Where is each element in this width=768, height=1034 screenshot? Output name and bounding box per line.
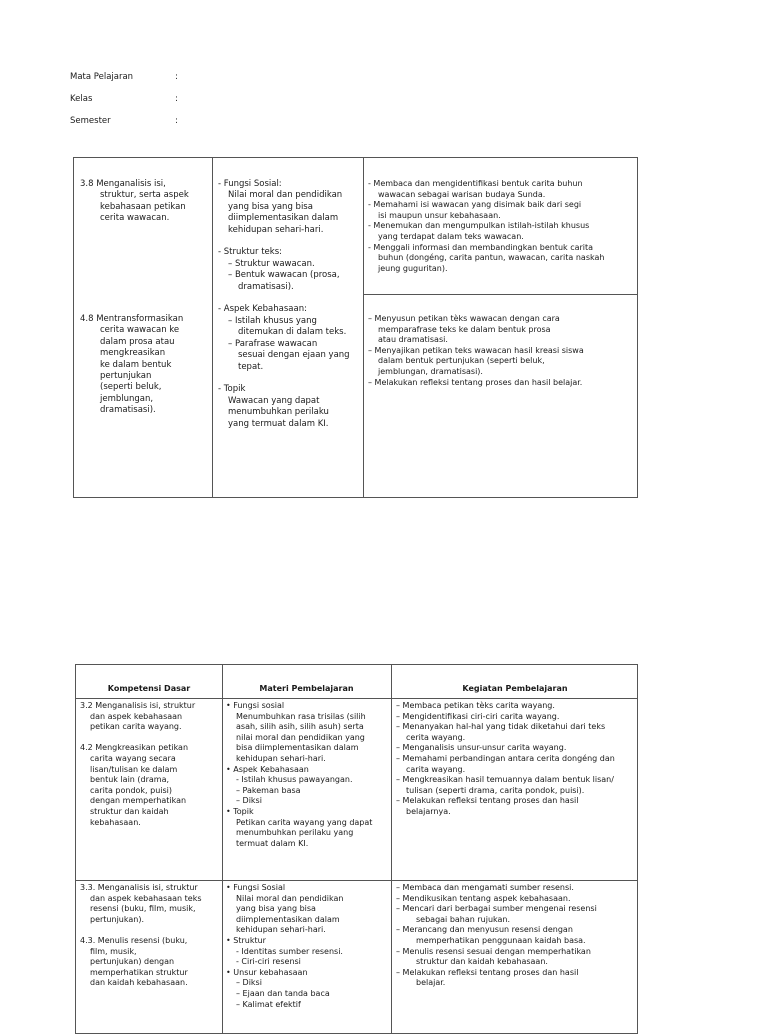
text-line: sesuai dengan ejaan yang bbox=[238, 350, 350, 361]
text-line: - Ciri-ciri resensi bbox=[236, 957, 301, 967]
text-line: carita wayang. bbox=[406, 764, 466, 774]
text-line: yang termuat dalam KI. bbox=[228, 418, 329, 429]
text-line: 4.3. Menulis resensi (buku, bbox=[80, 935, 188, 945]
text-line: ditemukan di dalam teks. bbox=[238, 327, 347, 338]
text-line: dan aspek kebahasaan teks bbox=[90, 893, 202, 903]
text-line: carita pondok, puisi) bbox=[90, 785, 173, 795]
text-line: - Aspek Kebahasaan: bbox=[218, 304, 307, 315]
text-line: jeung guguritan). bbox=[378, 263, 448, 273]
text-line: - Menemukan dan mengumpulkan istilah-istilah khusus bbox=[368, 221, 590, 231]
text-line: kehidupan sehari-hari. bbox=[236, 753, 326, 763]
text-line: pertunjukan) dengan bbox=[90, 957, 175, 967]
text-line: Nilai moral dan pendidikan bbox=[228, 190, 343, 201]
text-line: dramatisasi). bbox=[238, 281, 294, 292]
text-line: nilai moral dan pendidikan yang bbox=[236, 732, 365, 742]
kd-cell-3-2 bbox=[80, 701, 220, 828]
text-line: 3.2 Menganalisis isi, struktur bbox=[80, 701, 196, 710]
text-line: – Menganalisis unsur-unsur carita wayang. bbox=[396, 743, 567, 753]
label-semester: Semester bbox=[70, 116, 111, 126]
text-line: ke dalam bentuk bbox=[100, 359, 172, 370]
text-line: belajar. bbox=[416, 978, 446, 988]
text-line: • Struktur bbox=[226, 935, 266, 945]
materi-cell-resensi bbox=[226, 883, 389, 1010]
text-line bbox=[218, 373, 360, 384]
text-line: – Pakeman basa bbox=[236, 785, 301, 795]
text-line: diimplementasikan dalam bbox=[228, 213, 339, 224]
kegiatan-cell-top bbox=[368, 179, 634, 274]
text-line: termuat dalam KI. bbox=[236, 838, 309, 848]
text-line: - Membaca dan mengidentifikasi bentuk carita buhun bbox=[368, 179, 583, 188]
row-divider bbox=[76, 880, 637, 881]
colon: : bbox=[175, 116, 178, 126]
text-line: kehidupan sehari-hari. bbox=[236, 925, 326, 935]
colon: : bbox=[175, 94, 178, 104]
kegiatan-cell-wayang bbox=[396, 701, 636, 818]
text-line: Wawacan yang dapat bbox=[228, 395, 320, 406]
text-line: menumbuhkan perilaku bbox=[228, 407, 329, 418]
text-line: – Mendikusikan tentang aspek kebahasaan. bbox=[396, 893, 571, 903]
text-line: – Kalimat efektif bbox=[236, 999, 301, 1009]
text-line: – Diksi bbox=[236, 978, 262, 988]
text-line: – Struktur wawacan. bbox=[228, 258, 315, 269]
kd-cell-4-8 bbox=[80, 314, 208, 417]
header-materi-pembelajaran: Materi Pembelajaran bbox=[259, 684, 354, 693]
text-line: dan aspek kebahasaan bbox=[90, 711, 183, 721]
text-line: mengkreasikan bbox=[100, 348, 166, 359]
text-line: menumbuhkan perilaku yang bbox=[236, 828, 354, 838]
text-line: yang bisa yang bisa bbox=[228, 201, 313, 212]
text-line: film, musik, bbox=[90, 946, 137, 956]
text-line: dalam bentuk pertunjukan (seperti beluk, bbox=[378, 356, 545, 366]
text-line: yang bisa yang bisa bbox=[236, 904, 316, 914]
header-kegiatan-pembelajaran: Kegiatan Pembelajaran bbox=[462, 684, 568, 693]
text-line: – Ejaan dan tanda baca bbox=[236, 988, 330, 998]
text-line: dan kaidah kebahasaan. bbox=[90, 978, 188, 988]
text-line: memperhatikan struktur bbox=[90, 967, 188, 977]
text-line: - Istilah khusus pawayangan. bbox=[236, 775, 353, 785]
text-line: – Mengkreasikan hasil temuannya dalam bentuk lisan/ bbox=[396, 775, 614, 785]
text-line: struktur dan kaidah bbox=[90, 806, 169, 816]
text-line: • Topik bbox=[226, 806, 254, 816]
text-line: petikan carita wayang. bbox=[90, 722, 182, 732]
text-line: bentuk lain (drama, bbox=[90, 775, 170, 785]
materi-cell bbox=[218, 179, 360, 430]
text-line: kebahasaan. bbox=[90, 817, 141, 827]
text-line: buhun (dongéng, carita pantun, wawacan, carita naskah bbox=[378, 253, 605, 263]
kegiatan-cell-resensi bbox=[396, 883, 636, 989]
text-line: – Istilah khusus yang bbox=[228, 315, 317, 326]
header-kompetensi-dasar: Kompetensi Dasar bbox=[107, 684, 191, 693]
text-line: memparafrase teks ke dalam bentuk prosa bbox=[378, 324, 551, 334]
colon: : bbox=[175, 72, 178, 82]
text-line: dramatisasi). bbox=[100, 405, 156, 416]
text-line: diimplementasikan dalam bbox=[236, 914, 340, 924]
text-line: - Menggali informasi dan membandingkan bentuk carita bbox=[368, 242, 594, 252]
text-line: yang terdapat dalam teks wawacan. bbox=[378, 231, 524, 241]
label-mata-pelajaran: Mata Pelajaran bbox=[70, 72, 134, 82]
text-line: – Melakukan refleksi tentang proses dan hasil bbox=[396, 796, 579, 806]
text-line: bisa diimplementasikan dalam bbox=[236, 743, 359, 753]
text-line: pertunjukan bbox=[100, 371, 152, 382]
text-line: – Melakukan refleksi tentang proses dan hasil belajar. bbox=[368, 377, 583, 387]
materi-cell-wayang bbox=[226, 701, 389, 849]
text-line: 3.8 Menganalisis isi, bbox=[80, 179, 166, 189]
text-line: - Identitas sumber resensi. bbox=[236, 946, 343, 956]
text-line: (seperti beluk, bbox=[100, 382, 162, 393]
text-line: cerita wayang. bbox=[406, 732, 466, 742]
text-line: 4.8 Mentransformasikan bbox=[80, 314, 184, 324]
text-line: – Membaca dan mengamati sumber resensi. bbox=[396, 883, 574, 892]
text-line: cerita wawacan ke bbox=[100, 325, 180, 336]
kegiatan-cell-bottom bbox=[368, 314, 634, 388]
column-divider bbox=[222, 665, 223, 1033]
text-line: Nilai moral dan pendidikan bbox=[236, 893, 344, 903]
text-line: • Fungsi sosial bbox=[226, 701, 285, 710]
text-line: – Mengidentifikasi ciri-ciri carita wayang. bbox=[396, 711, 560, 721]
text-line: struktur, serta aspek bbox=[100, 190, 189, 201]
text-line: – Menanyakan hal-hal yang tidak diketahui dari teks bbox=[396, 722, 606, 732]
text-line: – Parafrase wawacan bbox=[228, 338, 318, 349]
text-line: 4.2 Mengkreasikan petikan bbox=[80, 743, 189, 753]
kd-cell-3-3 bbox=[80, 883, 220, 989]
text-line: • Fungsi Sosial bbox=[226, 883, 286, 892]
text-line: isi maupun unsur kebahasaan. bbox=[378, 210, 501, 220]
text-line: belajarnya. bbox=[406, 806, 451, 816]
text-line: - Topik bbox=[218, 384, 246, 395]
text-line: cerita wawacan. bbox=[100, 213, 170, 224]
text-line: – Diksi bbox=[236, 796, 262, 806]
text-line: struktur dan kaidah kebahasaan. bbox=[416, 957, 548, 967]
label-kelas: Kelas bbox=[70, 94, 93, 104]
row-divider bbox=[76, 698, 637, 699]
text-line: pertunjukan). bbox=[90, 914, 144, 924]
text-line bbox=[218, 293, 360, 304]
text-line bbox=[218, 236, 360, 247]
text-line: – Bentuk wawacan (prosa, bbox=[228, 270, 340, 281]
text-line bbox=[80, 733, 220, 744]
text-line: – Menulis resensi sesuai dengan memperhatikan bbox=[396, 946, 591, 956]
column-divider bbox=[212, 158, 213, 497]
text-line: – Merancang dan menyusun resensi dengan bbox=[396, 925, 573, 935]
text-line: – Menyusun petikan tèks wawacan dengan cara bbox=[368, 314, 560, 323]
text-line: jemblungan, dramatisasi). bbox=[378, 366, 483, 376]
text-line: - Fungsi Sosial: bbox=[218, 179, 282, 189]
text-line: kebahasaan petikan bbox=[100, 201, 186, 212]
text-line: – Mencari dari berbagai sumber mengenai resensi bbox=[396, 904, 597, 914]
text-line: dalam prosa atau bbox=[100, 336, 175, 347]
text-line: jemblungan, bbox=[100, 393, 154, 404]
text-line: Menumbuhkan rasa trisilas (silih bbox=[236, 711, 366, 721]
table-wawacan bbox=[73, 157, 638, 498]
text-line: resensi (buku, film, musik, bbox=[90, 904, 196, 914]
text-line: tulisan (seperti drama, carita pondok, puisi). bbox=[406, 785, 585, 795]
text-line: – Membaca petikan tèks carita wayang. bbox=[396, 701, 555, 710]
column-divider bbox=[363, 158, 364, 497]
text-line: – Menyajikan petikan teks wawacan hasil kreasi siswa bbox=[368, 345, 584, 355]
text-line: Petikan carita wayang yang dapat bbox=[236, 817, 373, 827]
text-line bbox=[80, 925, 220, 936]
text-line: asah, silih asih, silih asuh) serta bbox=[236, 722, 364, 732]
text-line: • Unsur kebahasaan bbox=[226, 967, 308, 977]
text-line: sebagai bahan rujukan. bbox=[416, 914, 511, 924]
text-line: tepat. bbox=[238, 361, 264, 372]
text-line: kehidupan sehari-hari. bbox=[228, 224, 324, 235]
row-divider bbox=[364, 294, 637, 295]
text-line: • Aspek Kebahasaan bbox=[226, 764, 309, 774]
text-line: dengan memperhatikan bbox=[90, 796, 187, 806]
kd-cell-3-8 bbox=[80, 179, 208, 225]
text-line: memperhatikan penggunaan kaidah basa. bbox=[416, 935, 586, 945]
table-wayang-resensi bbox=[75, 664, 638, 1034]
column-divider bbox=[391, 665, 392, 1033]
text-line: carita wayang secara bbox=[90, 753, 176, 763]
text-line: - Struktur teks: bbox=[218, 247, 282, 258]
text-line: 3.3. Menganalisis isi, struktur bbox=[80, 883, 198, 892]
text-line: – Melakukan refleksi tentang proses dan hasil bbox=[396, 967, 579, 977]
text-line: atau dramatisasi. bbox=[378, 335, 448, 345]
text-line: lisan/tulisan ke dalam bbox=[90, 764, 178, 774]
text-line: – Memahami perbandingan antara cerita dongéng dan bbox=[396, 753, 615, 763]
text-line: - Memahami isi wawacan yang disimak baik dari segi bbox=[368, 200, 582, 210]
text-line: wawacan sebagai warisan budaya Sunda. bbox=[378, 189, 546, 199]
